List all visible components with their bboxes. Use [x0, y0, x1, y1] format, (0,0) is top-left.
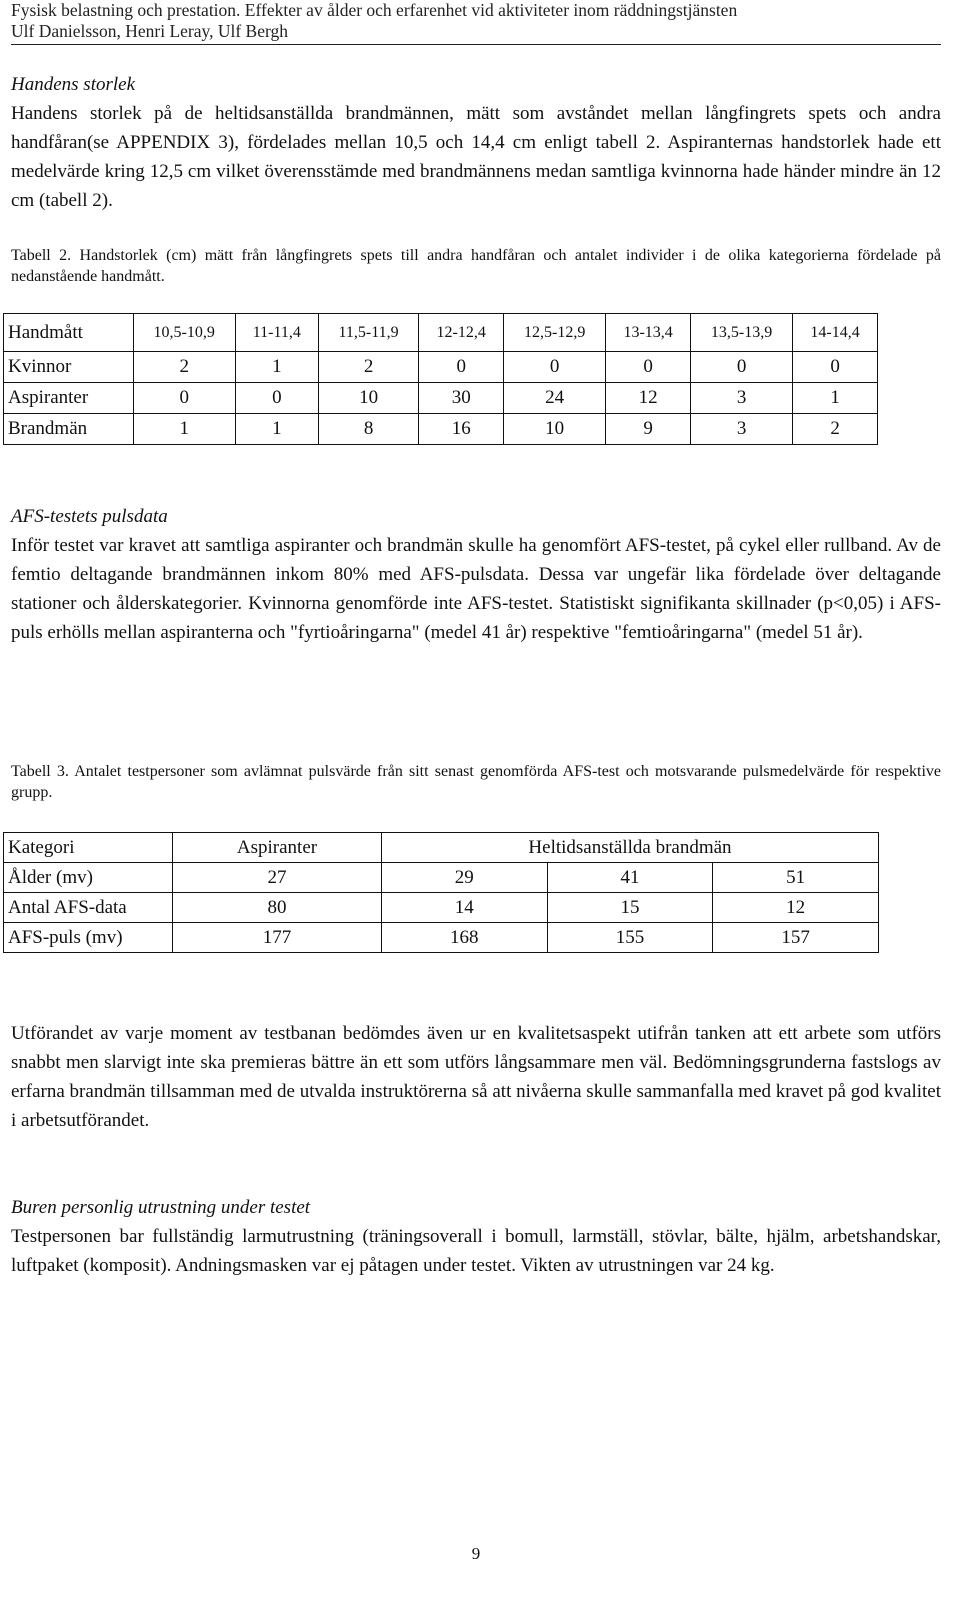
- table-cell: 0: [793, 352, 878, 383]
- table-header-row: [4, 833, 879, 863]
- table-row: [4, 414, 878, 445]
- paragraph: Testpersonen bar fullständig larmutrustning (träningsoverall i bomull, larmställ, stövlar, bälte, hjälm, arbetshandskar, luftpaket (komposit). Andningsmasken var ej påtagen under testet. Vikten av utrustningen var 24 kg.: [11, 1226, 941, 1276]
- table-cell: 2: [318, 352, 418, 383]
- section-afs-pulse: [11, 502, 941, 647]
- table-cell: 0: [235, 383, 318, 414]
- table-cell: 157: [713, 923, 879, 953]
- table-cell: 14: [381, 893, 547, 923]
- table-cell: 12: [606, 383, 691, 414]
- table-cell: 1: [235, 352, 318, 383]
- table-cell: 16: [419, 414, 504, 445]
- table-cell: 0: [504, 352, 606, 383]
- table-cell: 30: [419, 383, 504, 414]
- paragraph: Inför testet var kravet att samtliga aspiranter och brandmän skulle ha genomfört AFS-testet, på cykel eller rullband. Av de femtio deltagande brandmännen inkom 80% med AFS-pulsdata. Dessa var ungefär lika fördelade över deltagande stationer och ålderskategorier. Kvinnorna genomförde inte AFS-testet. Statistiskt signifikanta skillnader (p<0,05) i AFS-puls erhölls mellan aspiranterna och "fyrtioåringarna" (medel 41 år) respektive "femtioåringarna" (medel 51 år).: [11, 535, 941, 643]
- table-cell: 27: [173, 863, 382, 893]
- table-cell: 0: [133, 383, 235, 414]
- table-cell: 177: [173, 923, 382, 953]
- table-header-cell: 12-12,4: [419, 314, 504, 352]
- table-cell: 3: [691, 414, 793, 445]
- pulse-table: [3, 832, 879, 953]
- paragraph: Utförandet av varje moment av testbanan bedömdes även ur en kvalitetsaspekt utifrån tanken att ett arbete som utförs snabbt men slarvigt inte ska premieras bättre än ett som utförs långsammare men väl. Bedömningsgrunderna fastslogs av erfarna brandmän tillsamman med de utvalda instruktörerna så att nivåerna skulle sammanfalla med kravet på god kvalitet i arbetsutförandet.: [11, 1023, 941, 1131]
- row-label: AFS-puls (mv): [4, 923, 173, 953]
- table-cell: 2: [133, 352, 235, 383]
- page-number: 9: [471, 1544, 481, 1563]
- table-header-cell: 13-13,4: [606, 314, 691, 352]
- table-row: [4, 863, 879, 893]
- header-authors: Ulf Danielsson, Henri Leray, Ulf Bergh: [11, 21, 289, 41]
- table-row: [4, 383, 878, 414]
- header-title: Fysisk belastning och prestation. Effekter av ålder och erfarenhet vid aktiviteter inom räddningstjänsten: [11, 0, 738, 20]
- table-cell: 3: [691, 383, 793, 414]
- running-header: [11, 0, 941, 42]
- row-label: Brandmän: [4, 414, 134, 445]
- row-label: Ålder (mv): [4, 863, 173, 893]
- table-cell: 0: [691, 352, 793, 383]
- table-cell: 0: [606, 352, 691, 383]
- table-row: [4, 893, 879, 923]
- section-equipment: [11, 1193, 941, 1280]
- table-header-cell: 14-14,4: [793, 314, 878, 352]
- table-cell: 1: [235, 414, 318, 445]
- table-cell: 24: [504, 383, 606, 414]
- section-heading: AFS-testets pulsdata: [11, 506, 168, 527]
- table-header-cell: 12,5-12,9: [504, 314, 606, 352]
- table-cell: 10: [318, 383, 418, 414]
- table-cell: 80: [173, 893, 382, 923]
- table-cell: 1: [793, 383, 878, 414]
- table-header-cell: Aspiranter: [173, 833, 382, 863]
- table-cell: 168: [381, 923, 547, 953]
- section-quality: [11, 1019, 941, 1135]
- table-cell: 2: [793, 414, 878, 445]
- table-header-cell: Heltidsanställda brandmän: [381, 833, 878, 863]
- table-row: [4, 352, 878, 383]
- section-heading: Buren personlig utrustning under testet: [11, 1197, 311, 1218]
- table-cell: 41: [547, 863, 713, 893]
- table-header-cell: Handmått: [4, 314, 134, 352]
- table-cell: 15: [547, 893, 713, 923]
- row-label: Kvinnor: [4, 352, 134, 383]
- table-header-row: [4, 314, 878, 352]
- table-cell: 8: [318, 414, 418, 445]
- table-cell: 1: [133, 414, 235, 445]
- header-divider: [11, 44, 941, 45]
- table-cell: 9: [606, 414, 691, 445]
- table-header-cell: 11,5-11,9: [318, 314, 418, 352]
- table-cell: 0: [419, 352, 504, 383]
- table-cell: 51: [713, 863, 879, 893]
- table-cell: 12: [713, 893, 879, 923]
- paragraph: Handens storlek på de heltidsanställda brandmännen, mätt som avståndet mellan långfingrets spets och andra handfåran(se APPENDIX 3), fördelades mellan 10,5 och 14,4 cm enligt tabell 2. Aspiranternas handstorlek hade ett medelvärde kring 12,5 cm vilket överensstämde med brandmännens medan samtliga kvinnorna hade händer mindre än 12 cm (tabell 2).: [11, 103, 941, 211]
- table-header-cell: Kategori: [4, 833, 173, 863]
- table-row: [4, 923, 879, 953]
- table-cell: 29: [381, 863, 547, 893]
- table-cell: 155: [547, 923, 713, 953]
- row-label: Antal AFS-data: [4, 893, 173, 923]
- table-header-cell: 11-11,4: [235, 314, 318, 352]
- section-hand-size: [11, 70, 941, 215]
- table2-caption: Tabell 2. Handstorlek (cm) mätt från långfingrets spets till andra handfåran och antalet individer i de olika kategorierna fördelade på nedanstående handmått.: [11, 247, 941, 285]
- section-heading: Handens storlek: [11, 74, 136, 95]
- table3-caption: Tabell 3. Antalet testpersoner som avlämnat pulsvärde från sitt senast genomförda AFS-test och motsvarande pulsmedelvärde för respektive grupp.: [11, 763, 941, 801]
- table-header-cell: 13,5-13,9: [691, 314, 793, 352]
- hand-size-table: [3, 313, 878, 445]
- table-header-cell: 10,5-10,9: [133, 314, 235, 352]
- table-cell: 10: [504, 414, 606, 445]
- row-label: Aspiranter: [4, 383, 134, 414]
